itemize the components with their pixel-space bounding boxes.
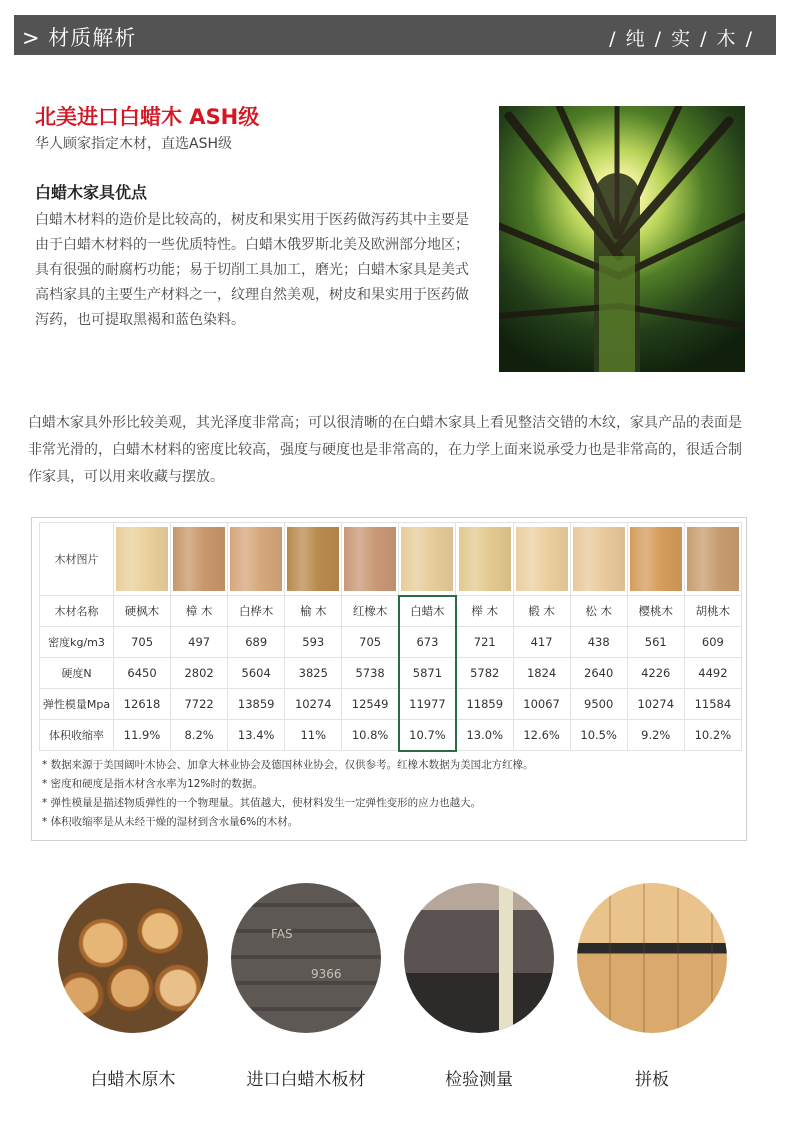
- raw-logs-photo: [58, 883, 208, 1033]
- product-subtitle: 华人顾家指定木材，直选ASH级: [35, 136, 232, 152]
- wood-swatch-cell: [114, 523, 171, 596]
- wood-density-cell: 609: [684, 627, 741, 658]
- table-notes: [42, 756, 534, 832]
- wood-hardness-cell: 2802: [171, 658, 228, 689]
- wood-hardness-cell: 2640: [570, 658, 627, 689]
- svg-text:9366: 9366: [311, 967, 342, 981]
- gallery-label-boards: 进口白蜡木板材: [246, 1070, 366, 1090]
- wood-modulus-cell: 12549: [342, 689, 399, 720]
- wood-modulus-cell: 10274: [627, 689, 684, 720]
- wood-swatch: [173, 527, 225, 591]
- wood-hardness-cell: 1824: [513, 658, 570, 689]
- wood-swatch-cell: [228, 523, 285, 596]
- table-note: * 密度和硬度是指木材含水率为12%时的数据。: [42, 778, 263, 790]
- wood-shrinkage-cell: 11%: [285, 720, 342, 751]
- wood-name-cell: 樟 木: [171, 596, 228, 627]
- wood-name-cell: 胡桃木: [684, 596, 741, 627]
- wood-hardness-cell: 5738: [342, 658, 399, 689]
- wood-modulus-cell: 11977: [399, 689, 456, 720]
- wood-density-cell: 417: [513, 627, 570, 658]
- wood-hardness-cell: 4492: [684, 658, 741, 689]
- wood-name-cell: 白桦木: [228, 596, 285, 627]
- wood-shrinkage-cell: 10.8%: [342, 720, 399, 751]
- row-modulus: [40, 689, 742, 720]
- section-header-bar: [14, 15, 776, 55]
- wood-shrinkage-cell: 11.9%: [114, 720, 171, 751]
- wood-modulus-cell: 9500: [570, 689, 627, 720]
- wood-density-cell: 705: [114, 627, 171, 658]
- advantages-heading: 白蜡木家具优点: [35, 183, 148, 202]
- wood-swatch-cell: [399, 523, 456, 596]
- wood-swatch-cell: [513, 523, 570, 596]
- wood-name-cell: 硬枫木: [114, 596, 171, 627]
- wood-swatch-cell: [342, 523, 399, 596]
- wood-shrinkage-cell: 10.2%: [684, 720, 741, 751]
- gallery-label-inspection: 检验测量: [445, 1070, 513, 1090]
- advantages-paragraph: 白蜡木材料的造价是比较高的，树皮和果实用于医药做泻药其中主要是由于白蜡木材料的一些优质特性。白蜡木俄罗斯北美及欧洲部分地区；具有很强的耐腐朽功能；易于切削工具加工，磨光；白蜡木家具是美式高档家具的主要生产材料之一，纹理自然美观，树皮和果实用于医药做泻药，也可提取黑褐和蓝色染料。: [35, 212, 469, 328]
- wood-swatch-cell: [285, 523, 342, 596]
- wood-density-cell: 593: [285, 627, 342, 658]
- table-note: * 弹性模量是描述物质弹性的一个物理量。其值越大，使材料发生一定弹性变形的应力也越大。: [42, 797, 482, 809]
- wood-hardness-cell: 5871: [399, 658, 456, 689]
- wood-modulus-cell: 7722: [171, 689, 228, 720]
- row-hardness: [40, 658, 742, 689]
- wood-hardness-cell: 6450: [114, 658, 171, 689]
- wood-name-cell: 白蜡木: [399, 596, 456, 627]
- wood-swatch: [687, 527, 739, 591]
- wood-swatch-cell: [171, 523, 228, 596]
- row-names: [40, 596, 742, 627]
- table-note: * 体积收缩率是从未经干燥的湿材到含水量6%的木材。: [42, 816, 299, 828]
- wood-swatch: [630, 527, 682, 591]
- svg-text:FAS: FAS: [271, 927, 293, 941]
- row-density: [40, 627, 742, 658]
- row-label: 弹性模量Mpa: [40, 689, 114, 720]
- wood-swatch: [401, 527, 453, 591]
- wood-swatch: [516, 527, 568, 591]
- wood-shrinkage-cell: 10.7%: [399, 720, 456, 751]
- wood-spec-grid: [39, 522, 742, 752]
- wood-density-cell: 673: [399, 627, 456, 658]
- wood-swatch: [230, 527, 282, 591]
- imported-boards-photo: [231, 883, 381, 1033]
- table-note: * 数据来源于美国阔叶木协会、加拿大林业协会及德国林业协会，仅供参考。红橡木数据为美国北方红橡。: [42, 759, 534, 771]
- wood-density-cell: 438: [570, 627, 627, 658]
- wood-hardness-cell: 5604: [228, 658, 285, 689]
- wood-swatch: [287, 527, 339, 591]
- wood-modulus-cell: 13859: [228, 689, 285, 720]
- wood-shrinkage-cell: 12.6%: [513, 720, 570, 751]
- gallery-label-logs: 白蜡木原木: [90, 1070, 176, 1090]
- wood-density-cell: 689: [228, 627, 285, 658]
- wood-modulus-cell: 10274: [285, 689, 342, 720]
- wood-modulus-cell: 12618: [114, 689, 171, 720]
- panel-joining-photo: [577, 883, 727, 1033]
- ash-furniture-paragraph: 白蜡木家具外形比较美观，其光泽度非常高；可以很清晰的在白蜡木家具上看见整洁交错的木纹，家具产品的表面是非常光滑的，白蜡木材料的密度比较高，强度与硬度也是非常高的，在力学上面来说承受力也是非常高的，很适合制作家具，可以用来收藏与摆放。: [28, 415, 742, 485]
- section-tagline: / 纯 / 实 / 木 /: [609, 28, 754, 50]
- wood-name-cell: 榆 木: [285, 596, 342, 627]
- wood-density-cell: 705: [342, 627, 399, 658]
- wood-hardness-cell: 4226: [627, 658, 684, 689]
- wood-name-cell: 榉 木: [456, 596, 513, 627]
- wood-shrinkage-cell: 13.0%: [456, 720, 513, 751]
- wood-hardness-cell: 3825: [285, 658, 342, 689]
- wood-swatch-cell: [570, 523, 627, 596]
- wood-modulus-cell: 11859: [456, 689, 513, 720]
- wood-shrinkage-cell: 8.2%: [171, 720, 228, 751]
- wood-swatch: [344, 527, 396, 591]
- wood-density-cell: 561: [627, 627, 684, 658]
- row-shrinkage: [40, 720, 742, 751]
- row-label: 木材名称: [40, 596, 114, 627]
- wood-shrinkage-cell: 9.2%: [627, 720, 684, 751]
- gallery-label-panel: 拼板: [635, 1070, 669, 1090]
- wood-shrinkage-cell: 13.4%: [228, 720, 285, 751]
- wood-name-cell: 红橡木: [342, 596, 399, 627]
- section-title: > 材质解析: [22, 26, 137, 50]
- wood-swatch: [459, 527, 511, 591]
- row-images: [40, 523, 742, 596]
- row-label: 体积收缩率: [40, 720, 114, 751]
- row-label: 木材图片: [40, 523, 114, 596]
- wood-swatch-cell: [627, 523, 684, 596]
- inspection-photo: [404, 883, 554, 1033]
- wood-name-cell: 樱桃木: [627, 596, 684, 627]
- wood-hardness-cell: 5782: [456, 658, 513, 689]
- wood-swatch-cell: [456, 523, 513, 596]
- ash-tree-photo: [499, 106, 745, 372]
- row-label: 硬度N: [40, 658, 114, 689]
- wood-swatch-cell: [684, 523, 741, 596]
- wood-name-cell: 椴 木: [513, 596, 570, 627]
- wood-modulus-cell: 11584: [684, 689, 741, 720]
- wood-density-cell: 497: [171, 627, 228, 658]
- wood-swatch: [116, 527, 168, 591]
- wood-modulus-cell: 10067: [513, 689, 570, 720]
- wood-swatch: [573, 527, 625, 591]
- product-title: 北美进口白蜡木 ASH级: [35, 105, 260, 129]
- wood-name-cell: 松 木: [570, 596, 627, 627]
- wood-density-cell: 721: [456, 627, 513, 658]
- wood-shrinkage-cell: 10.5%: [570, 720, 627, 751]
- wood-comparison-table: [31, 517, 747, 841]
- row-label: 密度kg/m3: [40, 627, 114, 658]
